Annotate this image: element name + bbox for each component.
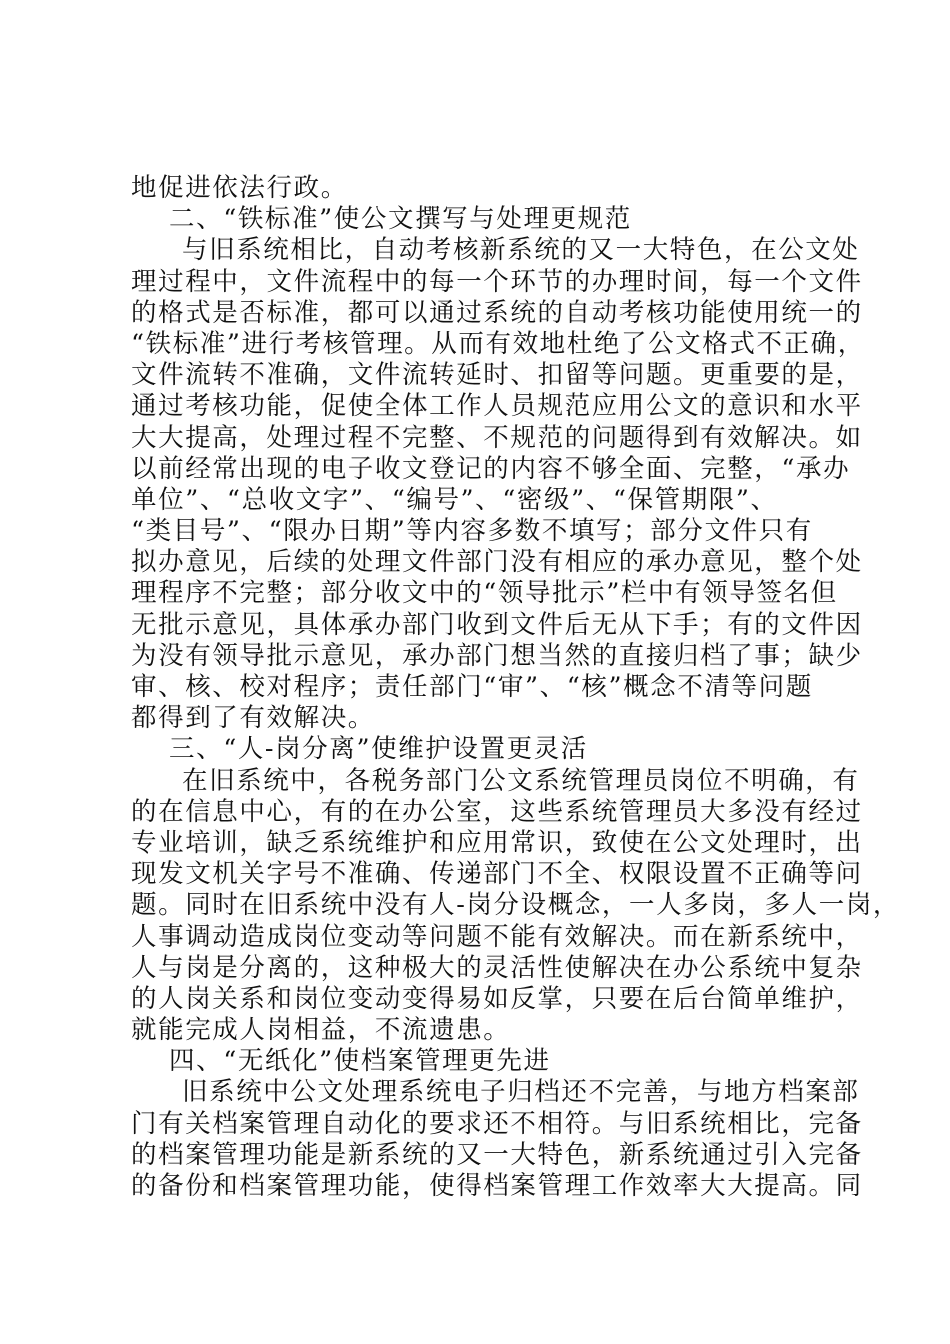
text-line: 拟办意见，后续的处理文件部门没有相应的承办意见，整个处 xyxy=(131,547,863,578)
text-line: 以前经常出现的电子收文登记的内容不够全面、完整，“承办 xyxy=(131,453,851,484)
section-heading: 二、“铁标准”使公文撰写与处理更规范 xyxy=(169,204,632,235)
text-line: 理过程中，文件流程中的每一个环节的办理时间，每一个文件 xyxy=(131,266,863,297)
paragraph-first-line: 在旧系统中，各税务部门公文系统管理员岗位不明确，有 xyxy=(182,765,860,796)
text-line: 单位”、“总收文字”、“编号”、“密级”、“保管期限”、 xyxy=(131,484,778,515)
text-line: 无批示意见，具体承办部门收到文件后无从下手；有的文件因 xyxy=(131,609,863,640)
text-line: 文件流转不准确，文件流转延时、扣留等问题。更重要的是， xyxy=(131,360,863,391)
text-line: 人事调动造成岗位变动等问题不能有效解决。而在新系统中， xyxy=(131,921,863,952)
text-line: 题。同时在旧系统中没有人-岗分设概念，一人多岗，多人一岗， xyxy=(131,890,901,921)
text-line: 通过考核功能，促使全体工作人员规范应用公文的意识和水平 xyxy=(131,391,863,422)
text-line: 的格式是否标准，都可以通过系统的自动考核功能使用统一的 xyxy=(131,297,863,328)
text-line: 的人岗关系和岗位变动变得易如反掌，只要在后台简单维护， xyxy=(131,983,863,1014)
paragraph-first-line: 与旧系统相比，自动考核新系统的又一大特色，在公文处 xyxy=(182,235,860,266)
text-line: 现发文机关字号不准确、传递部门不全、权限设置不正确等问 xyxy=(131,859,863,890)
text-line: 理程序不完整；部分收文中的“领导批示”栏中有领导签名但 xyxy=(131,578,838,609)
text-line: 都得到了有效解决。 xyxy=(131,703,375,734)
section-heading: 三、“人-岗分离”使维护设置更灵活 xyxy=(169,734,588,765)
text-line: 的备份和档案管理功能，使得档案管理工作效率大大提高。同 xyxy=(131,1171,863,1201)
text-line: 大大提高，处理过程不完整、不规范的问题得到有效解决。如 xyxy=(131,422,863,453)
text-line: 门有关档案管理自动化的要求还不相符。与旧系统相比，完备 xyxy=(131,1108,863,1139)
paragraph-first-line: 旧系统中公文处理系统电子归档还不完善，与地方档案部 xyxy=(182,1077,860,1108)
text-line: 的档案管理功能是新系统的又一大特色，新系统通过引入完备 xyxy=(131,1139,863,1170)
text-line: 审、核、校对程序；责任部门“审”、“核”概念不清等问题 xyxy=(131,672,813,702)
text-line: 人与岗是分离的，这种极大的灵活性使解决在办公系统中复杂 xyxy=(131,952,863,983)
document-body xyxy=(131,173,901,1202)
text-line: 专业培训，缺乏系统维护和应用常识，致使在公文处理时，出 xyxy=(131,827,863,858)
text-line: “铁标准”进行考核管理。从而有效地杜绝了公文格式不正确， xyxy=(131,328,865,359)
text-line: 就能完成人岗相益，不流遗患。 xyxy=(131,1015,511,1046)
section-heading: 四、“无纸化”使档案管理更先进 xyxy=(169,1046,551,1077)
text-line: 的在信息中心，有的在办公室，这些系统管理员大多没有经过 xyxy=(131,796,863,827)
text-line: 为没有领导批示意见，承办部门想当然的直接归档了事；缺少 xyxy=(131,640,863,671)
text-line: 地促进依法行政。 xyxy=(131,173,348,203)
text-line: “类目号”、“限办日期”等内容多数不填写；部分文件只有 xyxy=(131,516,813,547)
